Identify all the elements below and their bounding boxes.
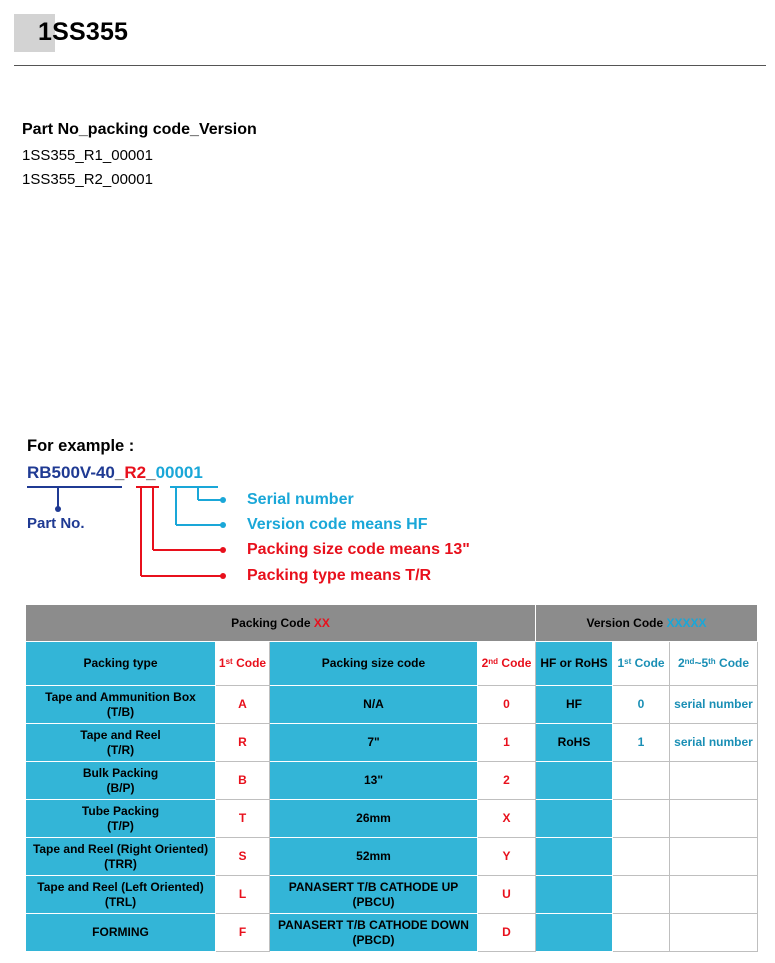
part-number-item: 1SS355_R2_00001	[22, 171, 153, 188]
first-code-cell: R	[216, 724, 270, 762]
version-range-code-cell	[670, 762, 758, 800]
header-v-range-a: 2	[677, 656, 685, 670]
first-code-cell: A	[216, 686, 270, 724]
header-version-first-code	[613, 642, 670, 686]
packing-code-label: Packing Code	[231, 615, 314, 630]
packing-size-cell	[270, 914, 478, 952]
example-code-version: 00001	[155, 463, 203, 482]
table-row	[26, 838, 758, 876]
version-code-xx: XXXXX	[666, 615, 707, 630]
header-second-code-word: Code	[498, 656, 532, 670]
second-code-cell: D	[478, 914, 536, 952]
header-divider	[14, 65, 766, 66]
first-code-cell: F	[216, 914, 270, 952]
second-code-cell: U	[478, 876, 536, 914]
example-code-packing: R2	[124, 463, 147, 482]
packing-type-name: Tape and Reel (Right Oriented)	[32, 841, 209, 856]
table-row	[26, 686, 758, 724]
hf-rohs-cell	[536, 800, 613, 838]
packing-size-abbr: (PBCU)	[352, 894, 395, 909]
legend-packing-type: Packing type means T/R	[247, 567, 432, 584]
header-second-code-sup: nd	[488, 657, 499, 666]
packing-code-xx: XX	[313, 615, 330, 630]
second-code-cell: 1	[478, 724, 536, 762]
packing-type-name: Tape and Reel (Left Oriented)	[37, 879, 204, 894]
packing-size-cell: N/A	[270, 686, 478, 724]
hf-rohs-cell	[536, 914, 613, 952]
example-code	[27, 463, 203, 483]
header-first-code-sup: st	[225, 657, 233, 666]
packing-type-name: Tube Packing	[81, 803, 160, 818]
packing-size-cell: 52mm	[270, 838, 478, 876]
packing-code-table	[25, 604, 758, 952]
header-version-range-code	[670, 642, 758, 686]
version-range-code-cell	[670, 914, 758, 952]
packing-size-name: PANASERT T/B CATHODE DOWN	[278, 917, 469, 932]
legend-version-code: Version code means HF	[247, 516, 428, 533]
packing-size-cell: 13"	[270, 762, 478, 800]
example-heading: For example :	[27, 437, 135, 455]
version-first-code-cell	[613, 838, 670, 876]
second-code-cell: Y	[478, 838, 536, 876]
packing-type-name: Tape and Ammunition Box	[45, 689, 196, 704]
packing-type-abbr: (B/P)	[106, 780, 135, 795]
packing-type-cell	[26, 762, 216, 800]
version-dot	[220, 522, 226, 528]
packing-size-abbr: (PBCD)	[352, 932, 395, 947]
table-row	[26, 724, 758, 762]
example-code-sep: _	[146, 463, 156, 482]
packing-type-cell	[26, 800, 216, 838]
version-first-code-cell	[613, 914, 670, 952]
part-no-label: Part No.	[27, 515, 85, 532]
header-packing-size: Packing size code	[270, 642, 478, 686]
legend-packing-size: Packing size code means 13"	[247, 541, 470, 558]
second-code-cell: X	[478, 800, 536, 838]
table-row	[26, 762, 758, 800]
first-code-cell: B	[216, 762, 270, 800]
table-row	[26, 800, 758, 838]
hf-rohs-cell	[536, 876, 613, 914]
packing-type-cell	[26, 724, 216, 762]
version-first-code-cell	[613, 876, 670, 914]
packing-type-dot	[220, 573, 226, 579]
version-first-code-cell: 1	[613, 724, 670, 762]
table-row	[26, 914, 758, 952]
header-v-first-sup: st	[624, 657, 632, 666]
packing-size-name: PANASERT T/B CATHODE UP	[288, 879, 459, 894]
header-v-first-word: Code	[631, 656, 665, 670]
hf-rohs-cell: RoHS	[536, 724, 613, 762]
header-second-code	[478, 642, 536, 686]
packing-type-cell: FORMING	[26, 914, 216, 952]
packing-type-name: Bulk Packing	[82, 765, 159, 780]
packing-type-cell	[26, 838, 216, 876]
header-first-code-num: 1	[218, 656, 226, 670]
second-code-cell: 2	[478, 762, 536, 800]
version-range-code-cell: serial number	[670, 724, 758, 762]
header-packing-type: Packing type	[26, 642, 216, 686]
packing-size-cell: 7"	[270, 724, 478, 762]
version-range-code-cell	[670, 800, 758, 838]
header-v-first-num: 1	[617, 656, 625, 670]
hf-rohs-cell	[536, 762, 613, 800]
version-first-code-cell: 0	[613, 686, 670, 724]
table-row	[26, 876, 758, 914]
first-code-cell: L	[216, 876, 270, 914]
header-v-range-a-sup: nd	[684, 657, 695, 666]
packing-size-cell: 26mm	[270, 800, 478, 838]
legend-serial-number: Serial number	[247, 491, 354, 508]
version-code-group-header	[536, 605, 758, 642]
version-code-label: Version Code	[586, 615, 667, 630]
example-code-part: RB500V-40	[27, 463, 115, 482]
header-v-range-word: Code	[715, 656, 750, 670]
first-code-cell: S	[216, 838, 270, 876]
hf-rohs-cell: HF	[536, 686, 613, 724]
packing-size-dot	[220, 547, 226, 553]
version-first-code-cell	[613, 800, 670, 838]
packing-code-group-header	[26, 605, 536, 642]
header-hf-rohs: HF or RoHS	[536, 642, 613, 686]
example-code-sep: _	[114, 463, 125, 482]
packing-type-abbr: (T/B)	[106, 704, 135, 719]
version-range-code-cell: serial number	[670, 686, 758, 724]
packing-type-cell	[26, 686, 216, 724]
header-v-range-b-sup: th	[708, 657, 716, 666]
packing-type-cell	[26, 876, 216, 914]
table-header-row	[26, 642, 758, 686]
version-range-code-cell	[670, 838, 758, 876]
serial-dot	[220, 497, 226, 503]
packing-type-name: Tape and Reel	[80, 727, 161, 742]
version-range-code-cell	[670, 876, 758, 914]
first-code-cell: T	[216, 800, 270, 838]
hf-rohs-cell	[536, 838, 613, 876]
header-first-code-word: Code	[232, 656, 267, 670]
version-first-code-cell	[613, 762, 670, 800]
second-code-cell: 0	[478, 686, 536, 724]
table-group-header-row	[26, 605, 758, 642]
packing-type-abbr: (T/P)	[107, 818, 134, 833]
header-second-code-num: 2	[481, 656, 489, 670]
packing-type-abbr: (TRL)	[104, 894, 137, 909]
page-title: 1SS355	[38, 18, 129, 46]
packing-type-abbr: (TRR)	[104, 856, 137, 871]
packing-size-cell	[270, 876, 478, 914]
part-number-heading: Part No_packing code_Version	[22, 121, 257, 138]
header-first-code	[216, 642, 270, 686]
part-no-dot	[55, 506, 61, 512]
packing-type-abbr: (T/R)	[106, 742, 135, 757]
header-v-range-mid: ~5	[694, 656, 709, 670]
part-number-item: 1SS355_R1_00001	[22, 147, 153, 164]
